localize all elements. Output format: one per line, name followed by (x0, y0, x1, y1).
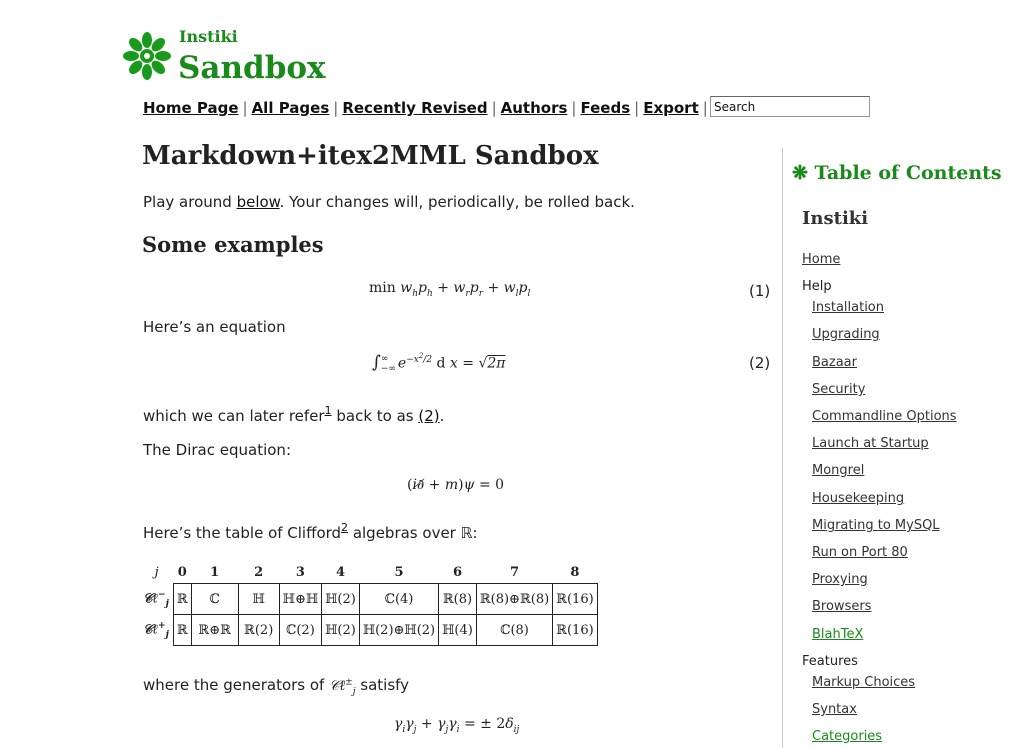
equation-2-number: (2) (749, 354, 771, 372)
table-header: 6 (452, 564, 462, 580)
equation-2-ref-link[interactable]: (2) (418, 407, 440, 425)
toc-group-help: Help (802, 279, 832, 294)
green-asterisk-icon: ❋ (792, 162, 808, 184)
table-intro-text-end: algebras over ℝ: (348, 524, 478, 542)
intro-text: Play around (143, 193, 237, 211)
toc-title (792, 162, 1002, 184)
generator-relation: $\gamma_i\gamma_j + \gamma_j\gamma_i$ = ± $2\delta_{ij}$ (394, 716, 520, 735)
toc-link-syntax[interactable]: Syntax (812, 702, 857, 717)
equation-2: ∫ ∞ −∞ $e^{-x^2/2}$ d x = √2π (372, 352, 506, 374)
nav-separator: | (571, 99, 577, 117)
equation-1: $\min w_hp_h + w_rp_r + w_lp_l$ (369, 280, 531, 299)
table-cell: ℂ (191, 584, 238, 615)
footnote-2-link[interactable]: 2 (341, 521, 349, 534)
toc-link-security[interactable]: Security (812, 382, 866, 397)
wiki-name[interactable]: Instiki (179, 27, 238, 46)
table-cell: ℂ(8) (476, 615, 552, 646)
equation-intro: Here’s an equation (143, 318, 286, 336)
generators-text: where the generators of (143, 676, 330, 694)
generators-text-end: satisfy (355, 676, 410, 694)
table-cell: ℝ(8) (439, 584, 477, 615)
nav-home-page[interactable]: Home Page (143, 99, 239, 117)
table-row-minus (140, 584, 597, 615)
table-cell: ℍ (238, 584, 279, 615)
table-cell: ℍ(2) (322, 584, 360, 615)
table-header: 7 (509, 564, 520, 580)
nav-separator: | (702, 99, 708, 117)
table-header: 2 (254, 564, 264, 580)
toc-link-bazaar[interactable]: Bazaar (812, 355, 857, 370)
refer-paragraph (143, 404, 444, 425)
refer-text-end: . (439, 407, 445, 425)
refer-text: which we can later refer (143, 407, 325, 425)
table-header: 4 (335, 564, 345, 580)
nav-separator: | (634, 99, 640, 117)
table-row-plus (140, 615, 597, 646)
toc-link-blahtex[interactable]: BlahTeX (812, 627, 864, 642)
toc-link-proxying[interactable]: Proxying (812, 572, 868, 587)
refer-text-mid: back to as (331, 407, 419, 425)
toc-link-home[interactable]: Home (802, 252, 841, 267)
toc-link-mongrel[interactable]: Mongrel (812, 463, 865, 478)
table-cell: ℝ⊕ℝ (191, 615, 238, 646)
intro-paragraph (143, 193, 635, 211)
nav-recently-revised[interactable]: Recently Revised (342, 99, 488, 117)
table-cell: ℂ(2) (279, 615, 321, 646)
toc-link-run-on-port-80[interactable]: Run on Port 80 (812, 545, 908, 560)
toc-link-commandline-options[interactable]: Commandline Options (812, 409, 957, 424)
page-title: Markdown+itex2MML Sandbox (142, 141, 599, 171)
generators-paragraph (143, 676, 409, 697)
toc-group-features: Features (802, 654, 858, 669)
navigation-bar (143, 99, 712, 117)
nav-export[interactable]: Export (643, 99, 699, 117)
nav-feeds[interactable]: Feeds (580, 99, 631, 117)
toc-link-categories[interactable]: Categories (812, 729, 883, 744)
toc-link-migrating-to-mysql[interactable]: Migrating to MySQL (812, 518, 940, 533)
toc-title-text: Table of Contents (814, 162, 1002, 184)
table-cell: ℍ(2)⊕ℍ(2) (359, 615, 438, 646)
table-header: 5 (394, 564, 404, 580)
intro-text-end: . Your changes will, periodically, be rolled back. (279, 193, 635, 211)
nav-authors[interactable]: Authors (500, 99, 568, 117)
footnote-1-link[interactable]: 1 (324, 404, 332, 417)
generators-symbol: 𝒞ℓ±$_j$ (329, 677, 356, 697)
nav-separator: | (242, 99, 248, 117)
dirac-intro: The Dirac equation: (143, 441, 291, 459)
nav-separator: | (491, 99, 497, 117)
toc-link-launch-at-startup[interactable]: Launch at Startup (812, 436, 929, 451)
clifford-algebra-table (140, 561, 598, 646)
row-label-minus: 𝒞ℓ−$_j$ (143, 589, 169, 609)
table-cell: ℝ(16) (553, 584, 598, 615)
table-cell: ℍ(4) (439, 615, 477, 646)
row-label-plus: 𝒞ℓ+$_j$ (143, 620, 169, 640)
toc-link-browsers[interactable]: Browsers (812, 599, 872, 614)
below-link[interactable]: below (236, 193, 280, 211)
equation-1-number: (1) (749, 282, 771, 300)
toc-link-markup-choices[interactable]: Markup Choices (812, 675, 916, 690)
table-header: 1 (210, 564, 220, 580)
web-name[interactable]: Sandbox (178, 50, 326, 86)
table-cell: ℍ(2) (322, 615, 360, 646)
table-header-j: j (154, 564, 159, 580)
toc-link-installation[interactable]: Installation (812, 300, 885, 315)
green-asterisk-logo-icon (122, 30, 172, 82)
table-header: 0 (177, 564, 187, 580)
nav-separator: | (333, 99, 339, 117)
toc-link-upgrading[interactable]: Upgrading (812, 327, 880, 342)
table-cell: ℝ (173, 615, 191, 646)
table-header: 8 (570, 564, 580, 580)
table-cell: ℍ⊕ℍ (279, 584, 321, 615)
dirac-equation: (i∂̸ + m)ψ = 0 (407, 477, 505, 493)
table-header: 3 (295, 564, 305, 580)
sidebar-divider (782, 148, 783, 748)
table-intro-text: Here’s the table of Clifford (143, 524, 342, 542)
search-input[interactable] (710, 96, 870, 117)
table-cell: ℝ(16) (553, 615, 598, 646)
toc-link-housekeeping[interactable]: Housekeeping (812, 491, 905, 506)
table-cell: ℝ(8)⊕ℝ(8) (476, 584, 552, 615)
table-intro (143, 521, 478, 542)
nav-all-pages[interactable]: All Pages (251, 99, 330, 117)
table-cell: ℝ(2) (238, 615, 279, 646)
table-cell: ℂ(4) (359, 584, 438, 615)
table-cell: ℝ (173, 584, 191, 615)
section-heading: Some examples (142, 232, 324, 257)
toc-section-heading: Instiki (802, 208, 869, 229)
